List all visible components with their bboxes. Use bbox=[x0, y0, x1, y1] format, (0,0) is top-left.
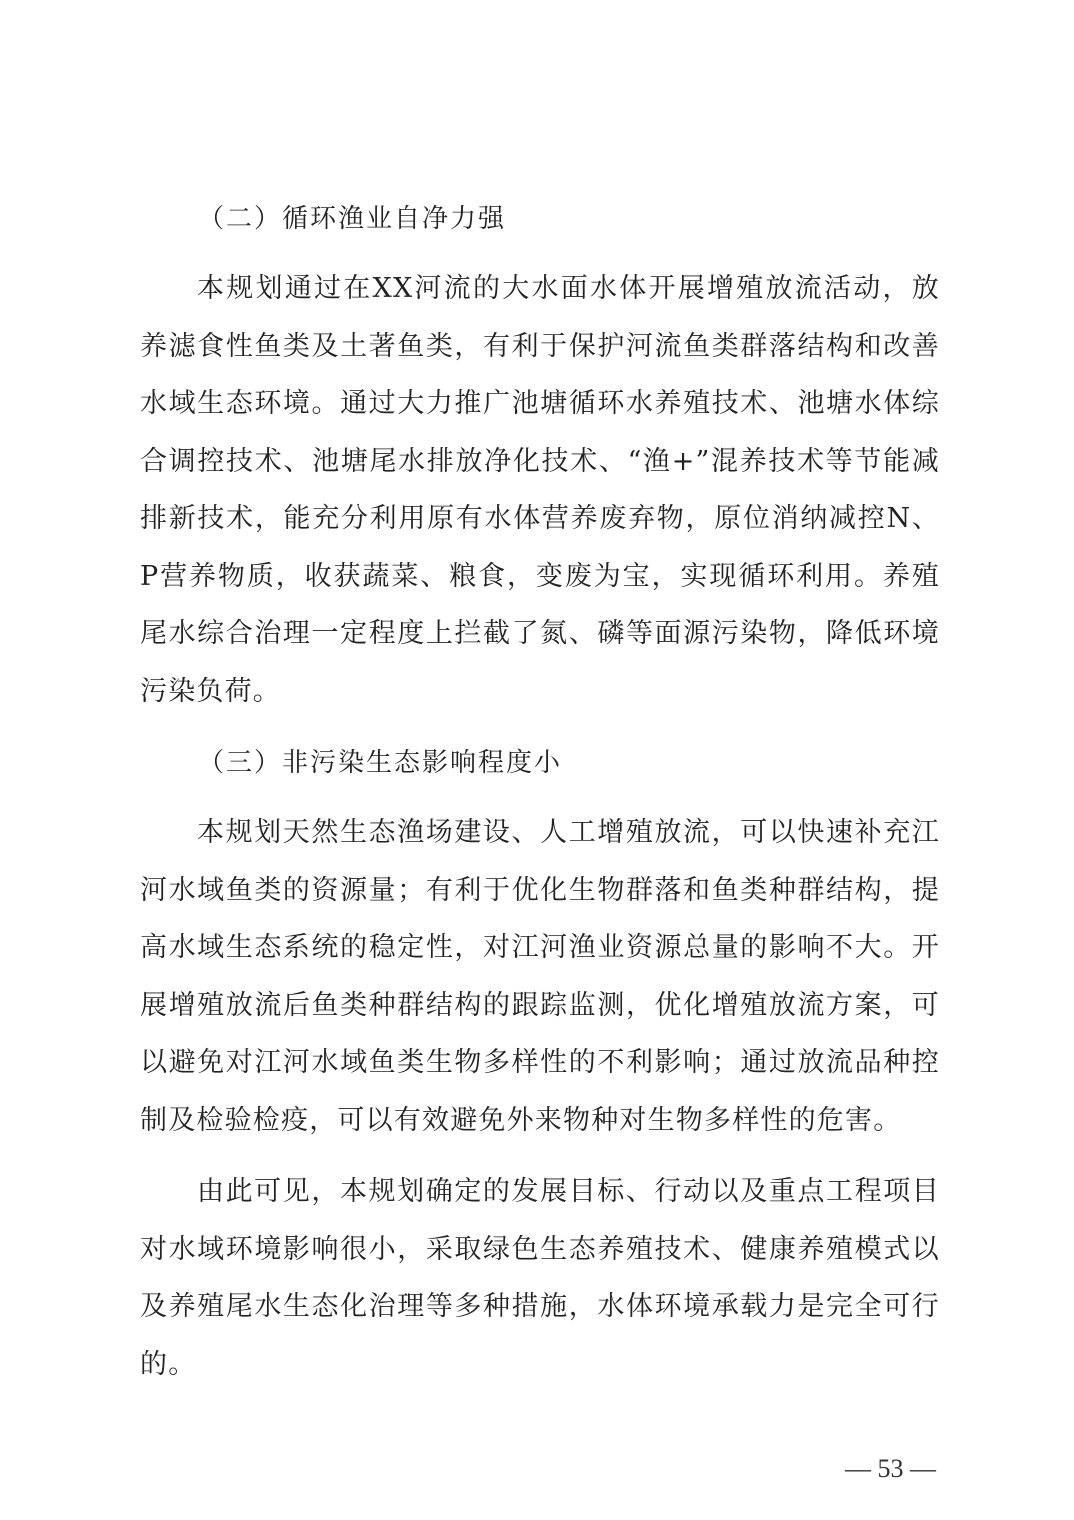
page-content bbox=[140, 196, 940, 1393]
section-heading-circular-fishery: （二）循环渔业自净力强 bbox=[198, 204, 507, 234]
paragraph-circular-fishery: 本规划通过在XX河流的大水面水体开展增殖放流活动，放养滤食性鱼类及土著鱼类，有利于保护河流鱼类群落结构和改善水域生态环境。通过大力推广池塘循环水养殖技术、池塘水体综合调控技术、池塘尾水排放净化技术、“渔+”混养技术等节能减排新技术，能充分利用原有水体营养废弃物，原位消纳减控N、P营养物质，收获蔬菜、粮食，变废为宝，实现循环利用。养殖尾水综合治理一定程度上拦截了氮、磷等面源污染物，降低环境污染负荷。 bbox=[140, 273, 940, 707]
section-heading-non-pollution-impact: （三）非污染生态影响程度小 bbox=[198, 748, 563, 778]
paragraph-non-pollution-impact: 本规划天然生态渔场建设、人工增殖放流，可以快速补充江河水域鱼类的资源量；有利于优化生物群落和鱼类种群结构，提高水域生态系统的稳定性，对江河渔业资源总量的影响不大。开展增殖放流后鱼类种群结构的跟踪监测，优化增殖放流方案，可以避免对江河水域鱼类生物多样性的不利影响；通过放流品种控制及检验检疫，可以有效避免外来物种对生物多样性的危害。 bbox=[140, 817, 940, 1136]
paragraph-conclusion: 由此可见，本规划确定的发展目标、行动以及重点工程项目对水域环境影响很小，采取绿色生态养殖技术、健康养殖模式以及养殖尾水生态化治理等多种措施，水体环境承载力是完全可行的。 bbox=[140, 1176, 940, 1380]
page-number: — 53 — bbox=[845, 1454, 936, 1483]
